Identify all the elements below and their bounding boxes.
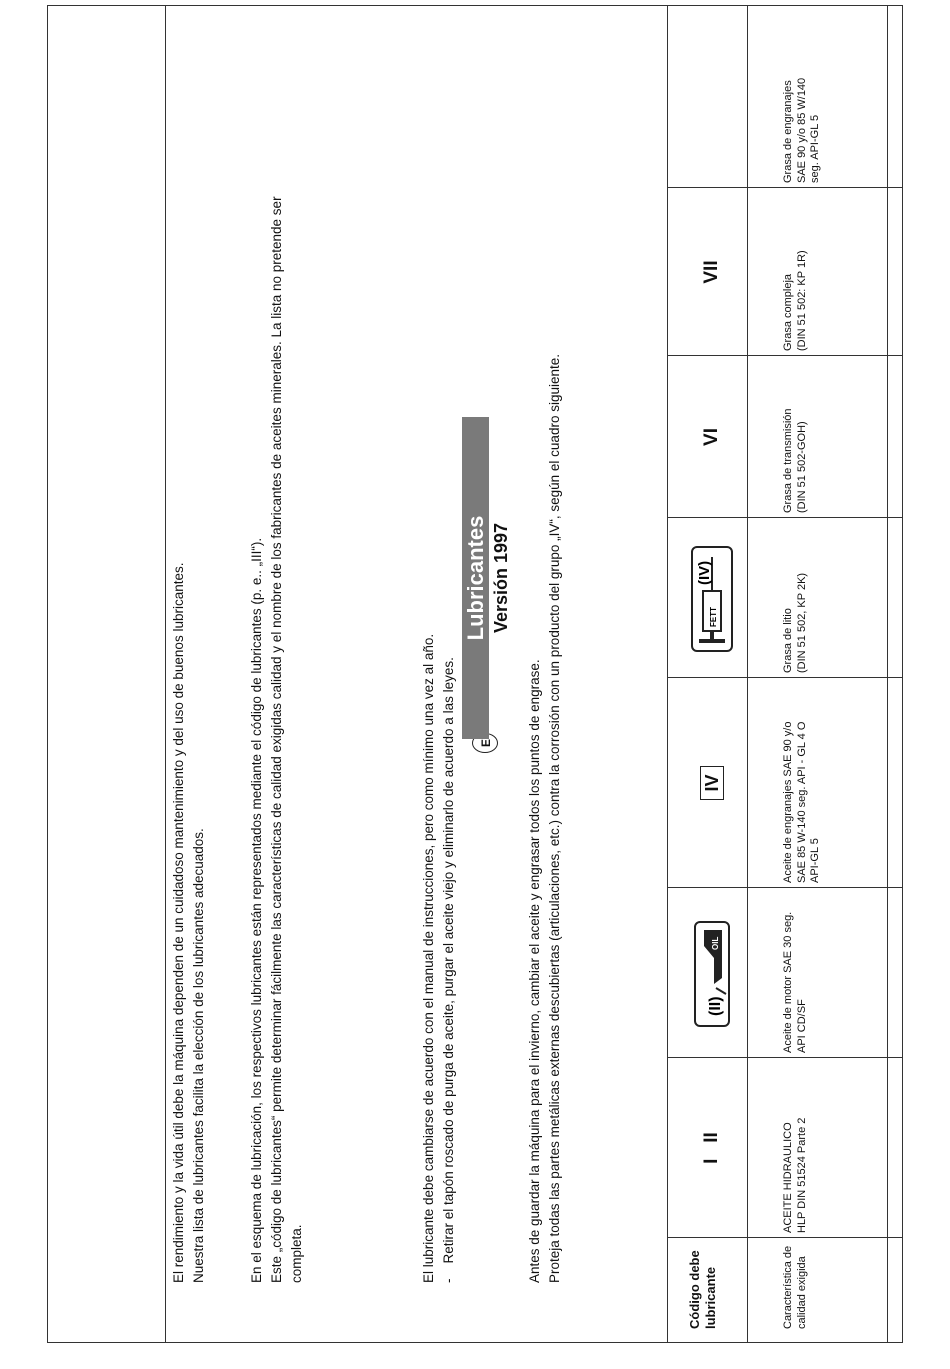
code-cell-6 bbox=[682, 188, 742, 356]
table-row-label: Característica de calidad exigida bbox=[782, 1245, 808, 1329]
divider bbox=[887, 5, 888, 1343]
language-badge: E bbox=[472, 733, 498, 753]
code-label: (IV) bbox=[696, 560, 713, 585]
code-label: I II bbox=[701, 1132, 722, 1164]
code-label: (II) bbox=[707, 996, 724, 1016]
code-label: VII bbox=[701, 260, 722, 284]
spec-cell: ACEITE HIDRAULICO HLP DIN 51524 Parte 2 bbox=[782, 1117, 808, 1233]
spec-cell: Grasa compleja (DIN 51 502: KP 1R) bbox=[782, 250, 808, 351]
spec-cell: Grasa de transmisión (DIN 51 502-GOH) bbox=[782, 408, 808, 513]
code-label: IV bbox=[700, 767, 724, 800]
code-cell-1 bbox=[682, 1058, 742, 1238]
paragraph-storage: Antes de guardar la máquina para el invierno, cambiar el aceite y engrasar todos los puntos de engrase. Proteja todas las partes metálicas externas descubiertas (articulaciones, etc.) contra la corrosión con un producto del grupo „IV“, según el cuadro siguiente. bbox=[527, 354, 562, 1283]
page-title: Lubricantes bbox=[462, 417, 489, 739]
spec-cell: Grasa de litio (DIN 51 502, KP 2K) bbox=[782, 572, 808, 673]
spec-cell: Aceite de motor SAE 30 seg. API CD/SF bbox=[782, 911, 808, 1053]
icon-text: FETT bbox=[709, 607, 718, 627]
paragraph-code: En el esquema de lubricación, los respectivos lubricantes están representados mediante el código de lubricantes (p. e.. „III“). Este „código de lubricantes“ permite determinar fácilmente las características de calidad exigidas calidad y el nombre de los fabricantes de aceites minerales. La lista no pretende ser completa. bbox=[249, 196, 304, 1283]
paragraph-intro: El rendimiento y la vida útil debe la máquina dependen de un cuidadoso mantenimiento y del uso de buenos lubricantes. Nuestra lista de lubricantes facilita la elección de los lubricantes adecuados. bbox=[171, 562, 206, 1283]
code-cell-2 bbox=[682, 888, 742, 1058]
code-cell-3 bbox=[682, 678, 742, 888]
spec-cell: Grasa de engranajes SAE 90 y/o 85 W/140 seg. API-GL 5 bbox=[782, 77, 821, 183]
divider bbox=[165, 5, 166, 1343]
paragraph-change: El lubricante debe cambiarse de acuerdo con el manual de instrucciones, pero como mínimo una vez al año. - Retirar el tapón roscado de purga de aceite, purgar el aceite viejo y eliminarlo de acuerdo a las leyes. bbox=[421, 633, 456, 1283]
spec-cell: Aceite de engranajes SAE 90 y/o SAE 85 W-140 seg. API - GL 4 O API-GL 5 bbox=[782, 721, 821, 883]
code-label: VI bbox=[701, 428, 722, 446]
icon-text: OIL bbox=[711, 936, 720, 950]
code-cell-5 bbox=[682, 356, 742, 518]
rotated-page bbox=[47, 5, 903, 1343]
oil-can-icon bbox=[692, 918, 732, 1028]
table-header-label: Código debe lubricante bbox=[687, 1250, 718, 1329]
grease-gun-icon bbox=[689, 543, 735, 653]
divider bbox=[747, 5, 748, 1343]
page-subtitle: Versión 1997 bbox=[491, 522, 511, 634]
code-cell-4 bbox=[682, 518, 742, 678]
divider bbox=[667, 5, 668, 1343]
